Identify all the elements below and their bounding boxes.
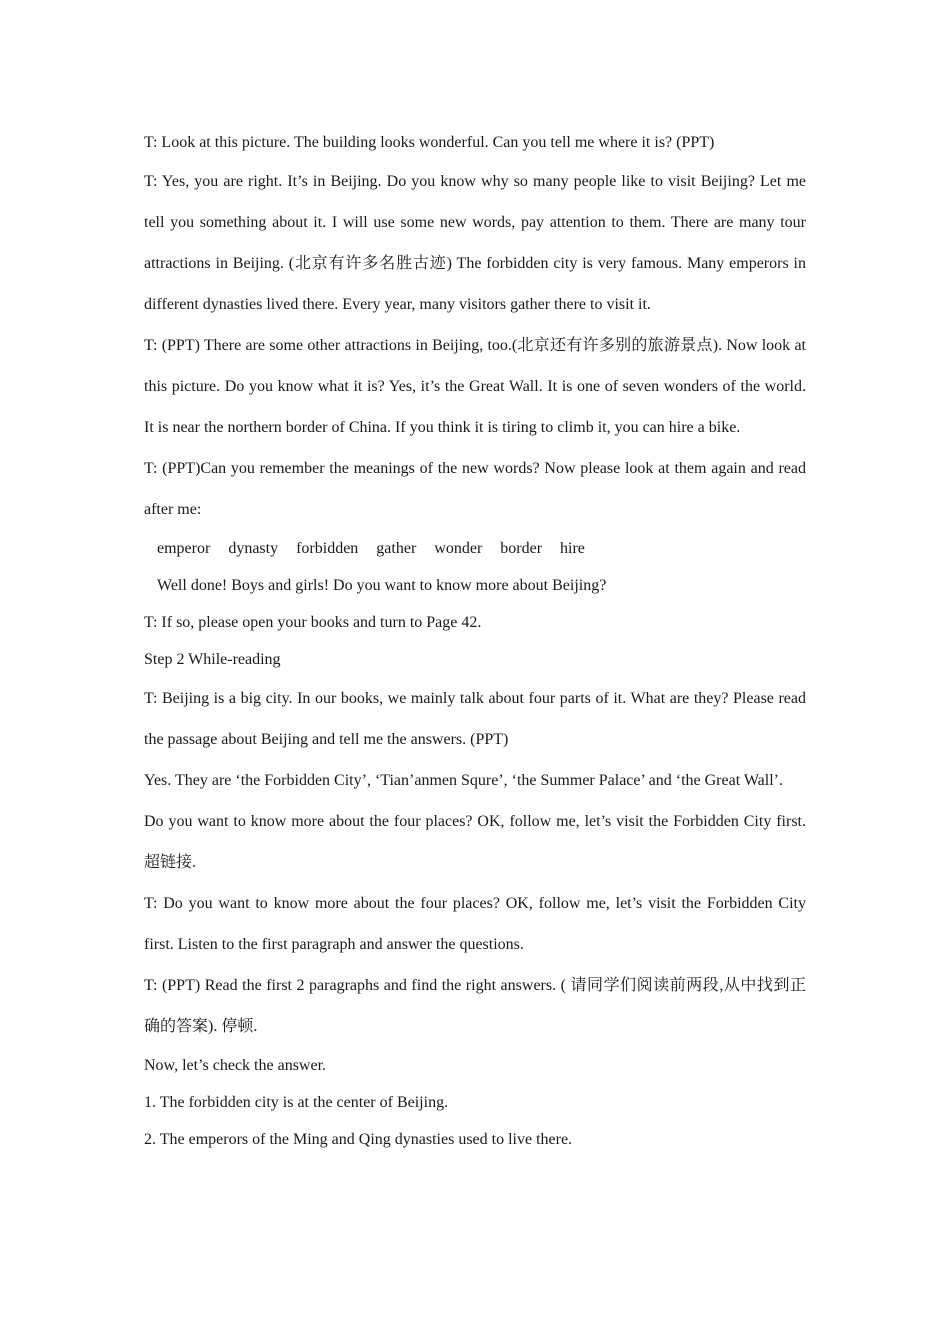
paragraph-intro: T: Look at this picture. The building looks wonderful. Can you tell me where it is? (PPT) [144, 134, 715, 151]
vocab-word: hire [560, 540, 585, 557]
document-page [144, 124, 806, 1158]
paragraph-beijing: T: Yes, you are right. It’s in Beijing. Do you know why so many people like to visit Beijing? Let me tell you something about it. I will use some new words, pay attention to them. There are many tour attractions in Beijing. (北京有许多名胜古迹) The forbidden city is very famous. Many emperors in different dynasties lived there. Every year, many visitors gather there to visit it. [144, 173, 806, 313]
answer-item: 1. The forbidden city is at the center of Beijing. [144, 1094, 449, 1111]
vocab-word: emperor [157, 540, 211, 557]
vocab-word: border [500, 540, 543, 557]
paragraph-read-first-two: T: (PPT) Read the first 2 paragraphs and find the right answers. ( 请同学们阅读前两段,从中找到正确的答案). 停顿. [144, 977, 806, 1035]
vocabulary-list [144, 530, 806, 567]
paragraph-well-done: Well done! Boys and girls! Do you want to know more about Beijing? [157, 577, 607, 594]
paragraph-listen: T: Do you want to know more about the four places? OK, follow me, let’s visit the Forbidden City first. Listen to the first paragraph and answer the questions. [144, 895, 806, 953]
paragraph-visit-first: Do you want to know more about the four places? OK, follow me, let’s visit the Forbidden City first. 超链接. [144, 813, 806, 871]
paragraph-open-books: T: If so, please open your books and turn to Page 42. [144, 614, 482, 631]
vocab-word: wonder [434, 540, 483, 557]
vocab-word: gather [376, 540, 417, 557]
answer-item: 2. The emperors of the Ming and Qing dynasties used to live there. [144, 1131, 573, 1148]
paragraph-four-places: Yes. They are ‘the Forbidden City’, ‘Tian’anmen Squre’, ‘the Summer Palace’ and ‘the Great Wall’. [144, 772, 783, 789]
paragraph-new-words: T: (PPT)Can you remember the meanings of the new words? Now please look at them again and read after me: [144, 460, 806, 518]
vocab-word: forbidden [296, 540, 359, 557]
paragraph-check: Now, let’s check the answer. [144, 1057, 327, 1074]
step-heading: Step 2 While-reading [144, 651, 281, 668]
vocab-word: dynasty [228, 540, 279, 557]
paragraph-great-wall: T: (PPT) There are some other attractions in Beijing, too.(北京还有许多别的旅游景点). Now look at this picture. Do you know what it is? Yes, it’s the Great Wall. It is one of seven wonders of the world. It is near the northern border of China. If you think it is tiring to climb it, you can hire a bike. [144, 337, 806, 436]
paragraph-four-parts: T: Beijing is a big city. In our books, we mainly talk about four parts of it. What are they? Please read the passage about Beijing and tell me the answers. (PPT) [144, 690, 806, 748]
